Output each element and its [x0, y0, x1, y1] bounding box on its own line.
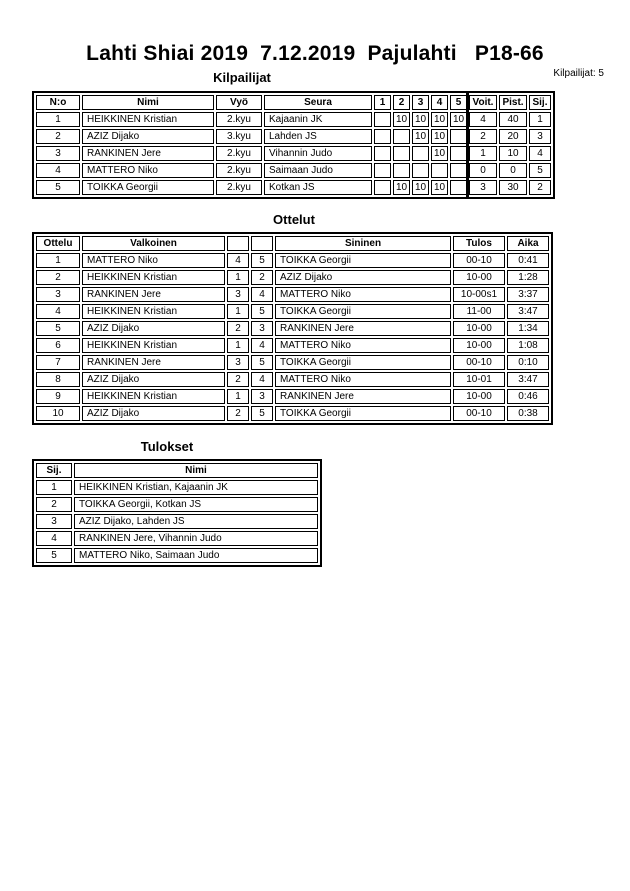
- cell-points: 20: [499, 129, 527, 144]
- result-row: [36, 531, 318, 546]
- cell-result: 00-10: [453, 355, 505, 370]
- cell-no: 5: [36, 180, 80, 195]
- match-row: [36, 389, 549, 404]
- match-row: [36, 355, 549, 370]
- cell-white-name: AZIZ Dijako: [82, 406, 225, 421]
- cell-club: Kotkan JS: [264, 180, 372, 195]
- cell-time: 3:47: [507, 372, 549, 387]
- cell-time: 3:47: [507, 304, 549, 319]
- cell-time: 0:38: [507, 406, 549, 421]
- cell-round-3: [412, 163, 429, 178]
- header-round-4: 4: [431, 95, 448, 110]
- cell-round-1: [374, 112, 391, 127]
- header-place: Sij.: [529, 95, 551, 110]
- header-round-3: 3: [412, 95, 429, 110]
- competitor-row: [36, 112, 551, 127]
- cell-blue-name: MATTERO Niko: [275, 372, 451, 387]
- cell-round-2: 10: [393, 112, 410, 127]
- header-wins: Voit.: [469, 95, 497, 110]
- cell-result: 10-00s1: [453, 287, 505, 302]
- cell-place: 5: [36, 548, 72, 563]
- competitors-table: [32, 91, 555, 199]
- match-row: [36, 253, 549, 268]
- match-row: [36, 338, 549, 353]
- cell-name: AZIZ Dijako, Lahden JS: [74, 514, 318, 529]
- cell-no: 4: [36, 163, 80, 178]
- cell-time: 0:46: [507, 389, 549, 404]
- cell-result: 00-10: [453, 253, 505, 268]
- results-table-grid: [34, 461, 320, 565]
- cell-name: HEIKKINEN Kristian, Kajaanin JK: [74, 480, 318, 495]
- cell-club: Saimaan Judo: [264, 163, 372, 178]
- cell-place: 3: [36, 514, 72, 529]
- header-name: Nimi: [82, 95, 214, 110]
- cell-white-no: 3: [227, 287, 249, 302]
- cell-blue-no: 3: [251, 389, 273, 404]
- cell-round-3: 10: [412, 112, 429, 127]
- cell-white-name: AZIZ Dijako: [82, 372, 225, 387]
- competitors-count-label: Kilpailijat: 5: [553, 68, 604, 79]
- cell-no: 2: [36, 129, 80, 144]
- cell-result: 10-00: [453, 270, 505, 285]
- cell-blue-no: 5: [251, 355, 273, 370]
- cell-club: Vihannin Judo: [264, 146, 372, 161]
- header-time: Aika: [507, 236, 549, 251]
- matches-header-row: [36, 236, 549, 251]
- match-row: [36, 372, 549, 387]
- cell-match-no: 9: [36, 389, 80, 404]
- cell-blue-name: TOIKKA Georgii: [275, 304, 451, 319]
- cell-place: 1: [529, 112, 551, 127]
- cell-blue-no: 4: [251, 372, 273, 387]
- cell-blue-name: TOIKKA Georgii: [275, 355, 451, 370]
- cell-round-5: [450, 129, 467, 144]
- cell-white-no: 4: [227, 253, 249, 268]
- cell-belt: 2.kyu: [216, 180, 262, 195]
- cell-blue-name: MATTERO Niko: [275, 338, 451, 353]
- cell-place: 4: [36, 531, 72, 546]
- cell-round-3: 10: [412, 129, 429, 144]
- cell-round-1: [374, 163, 391, 178]
- cell-time: 3:37: [507, 287, 549, 302]
- header-belt: Vyö: [216, 95, 262, 110]
- cell-round-5: [450, 146, 467, 161]
- cell-name: HEIKKINEN Kristian: [82, 112, 214, 127]
- cell-wins: 0: [469, 163, 497, 178]
- cell-name: TOIKKA Georgii: [82, 180, 214, 195]
- cell-white-name: MATTERO Niko: [82, 253, 225, 268]
- cell-points: 40: [499, 112, 527, 127]
- header-place: Sij.: [36, 463, 72, 478]
- cell-blue-name: TOIKKA Georgii: [275, 253, 451, 268]
- competitors-header-row: [36, 95, 551, 110]
- cell-blue-name: MATTERO Niko: [275, 287, 451, 302]
- cell-name: MATTERO Niko, Saimaan Judo: [74, 548, 318, 563]
- cell-round-2: [393, 146, 410, 161]
- cell-place: 4: [529, 146, 551, 161]
- section-title-results: Tulokset: [140, 439, 194, 454]
- cell-white-no: 1: [227, 389, 249, 404]
- cell-white-name: AZIZ Dijako: [82, 321, 225, 336]
- cell-round-5: [450, 180, 467, 195]
- result-row: [36, 514, 318, 529]
- header-blue: Sininen: [275, 236, 451, 251]
- cell-white-name: RANKINEN Jere: [82, 355, 225, 370]
- cell-blue-name: RANKINEN Jere: [275, 321, 451, 336]
- cell-white-no: 1: [227, 304, 249, 319]
- cell-white-name: HEIKKINEN Kristian: [82, 270, 225, 285]
- match-row: [36, 321, 549, 336]
- cell-belt: 3.kyu: [216, 129, 262, 144]
- header-white-no: [227, 236, 249, 251]
- cell-blue-name: RANKINEN Jere: [275, 389, 451, 404]
- cell-match-no: 2: [36, 270, 80, 285]
- cell-blue-no: 3: [251, 321, 273, 336]
- competitor-row: [36, 146, 551, 161]
- match-row: [36, 287, 549, 302]
- cell-match-no: 7: [36, 355, 80, 370]
- cell-round-2: 10: [393, 180, 410, 195]
- competitors-table-grid: [34, 93, 553, 197]
- section-title-matches: Ottelut: [273, 212, 315, 227]
- cell-points: 30: [499, 180, 527, 195]
- cell-place: 3: [529, 129, 551, 144]
- competitor-row: [36, 180, 551, 195]
- match-row: [36, 406, 549, 421]
- cell-round-4: 10: [431, 146, 448, 161]
- cell-match-no: 6: [36, 338, 80, 353]
- cell-name: MATTERO Niko: [82, 163, 214, 178]
- competitor-row: [36, 163, 551, 178]
- header-name: Nimi: [74, 463, 318, 478]
- header-blue-no: [251, 236, 273, 251]
- cell-no: 3: [36, 146, 80, 161]
- page-title: Lahti Shiai 2019 7.12.2019 Pajulahti P18-66: [86, 42, 544, 65]
- cell-blue-no: 5: [251, 253, 273, 268]
- cell-round-4: 10: [431, 112, 448, 127]
- cell-place: 2: [36, 497, 72, 512]
- cell-name: RANKINEN Jere, Vihannin Judo: [74, 531, 318, 546]
- cell-white-no: 1: [227, 338, 249, 353]
- cell-result: 10-00: [453, 338, 505, 353]
- cell-result: 00-10: [453, 406, 505, 421]
- result-row: [36, 480, 318, 495]
- cell-club: Lahden JS: [264, 129, 372, 144]
- cell-round-2: [393, 163, 410, 178]
- cell-round-1: [374, 146, 391, 161]
- cell-club: Kajaanin JK: [264, 112, 372, 127]
- cell-place: 1: [36, 480, 72, 495]
- cell-place: 2: [529, 180, 551, 195]
- header-white: Valkoinen: [82, 236, 225, 251]
- header-no: N:o: [36, 95, 80, 110]
- cell-round-4: 10: [431, 180, 448, 195]
- cell-white-name: HEIKKINEN Kristian: [82, 389, 225, 404]
- cell-match-no: 1: [36, 253, 80, 268]
- results-header-row: [36, 463, 318, 478]
- cell-white-no: 2: [227, 372, 249, 387]
- cell-white-no: 3: [227, 355, 249, 370]
- cell-white-name: RANKINEN Jere: [82, 287, 225, 302]
- cell-blue-name: AZIZ Dijako: [275, 270, 451, 285]
- cell-round-1: [374, 180, 391, 195]
- header-club: Seura: [264, 95, 372, 110]
- cell-white-name: HEIKKINEN Kristian: [82, 338, 225, 353]
- cell-round-5: 10: [450, 112, 467, 127]
- cell-round-2: [393, 129, 410, 144]
- section-title-competitors: Kilpailijat: [213, 70, 271, 85]
- cell-white-no: 1: [227, 270, 249, 285]
- cell-round-3: [412, 146, 429, 161]
- competitor-row: [36, 129, 551, 144]
- match-row: [36, 270, 549, 285]
- header-round-1: 1: [374, 95, 391, 110]
- cell-result: 11-00: [453, 304, 505, 319]
- cell-round-3: 10: [412, 180, 429, 195]
- cell-blue-name: TOIKKA Georgii: [275, 406, 451, 421]
- result-row: [36, 548, 318, 563]
- header-match: Ottelu: [36, 236, 80, 251]
- matches-table-grid: [34, 234, 551, 423]
- cell-result: 10-00: [453, 321, 505, 336]
- cell-round-4: 10: [431, 129, 448, 144]
- cell-round-5: [450, 163, 467, 178]
- cell-name: AZIZ Dijako: [82, 129, 214, 144]
- cell-belt: 2.kyu: [216, 112, 262, 127]
- cell-white-name: HEIKKINEN Kristian: [82, 304, 225, 319]
- cell-white-no: 2: [227, 321, 249, 336]
- cell-blue-no: 2: [251, 270, 273, 285]
- header-round-2: 2: [393, 95, 410, 110]
- cell-blue-no: 4: [251, 338, 273, 353]
- cell-round-4: [431, 163, 448, 178]
- cell-time: 1:08: [507, 338, 549, 353]
- cell-result: 10-00: [453, 389, 505, 404]
- cell-points: 0: [499, 163, 527, 178]
- cell-match-no: 5: [36, 321, 80, 336]
- cell-match-no: 4: [36, 304, 80, 319]
- results-table: [32, 459, 322, 567]
- cell-points: 10: [499, 146, 527, 161]
- cell-place: 5: [529, 163, 551, 178]
- cell-no: 1: [36, 112, 80, 127]
- header-points: Pist.: [499, 95, 527, 110]
- cell-blue-no: 5: [251, 304, 273, 319]
- match-row: [36, 304, 549, 319]
- result-row: [36, 497, 318, 512]
- cell-wins: 2: [469, 129, 497, 144]
- cell-time: 0:10: [507, 355, 549, 370]
- header-round-5: 5: [450, 95, 467, 110]
- cell-result: 10-01: [453, 372, 505, 387]
- cell-match-no: 8: [36, 372, 80, 387]
- cell-name: TOIKKA Georgii, Kotkan JS: [74, 497, 318, 512]
- cell-round-1: [374, 129, 391, 144]
- cell-white-no: 2: [227, 406, 249, 421]
- cell-belt: 2.kyu: [216, 163, 262, 178]
- summary-group-divider: [466, 93, 469, 197]
- cell-name: RANKINEN Jere: [82, 146, 214, 161]
- cell-match-no: 10: [36, 406, 80, 421]
- cell-time: 0:41: [507, 253, 549, 268]
- cell-match-no: 3: [36, 287, 80, 302]
- cell-belt: 2.kyu: [216, 146, 262, 161]
- cell-time: 1:28: [507, 270, 549, 285]
- header-result: Tulos: [453, 236, 505, 251]
- matches-table: [32, 232, 553, 425]
- cell-wins: 4: [469, 112, 497, 127]
- cell-blue-no: 4: [251, 287, 273, 302]
- cell-wins: 1: [469, 146, 497, 161]
- cell-wins: 3: [469, 180, 497, 195]
- cell-blue-no: 5: [251, 406, 273, 421]
- cell-time: 1:34: [507, 321, 549, 336]
